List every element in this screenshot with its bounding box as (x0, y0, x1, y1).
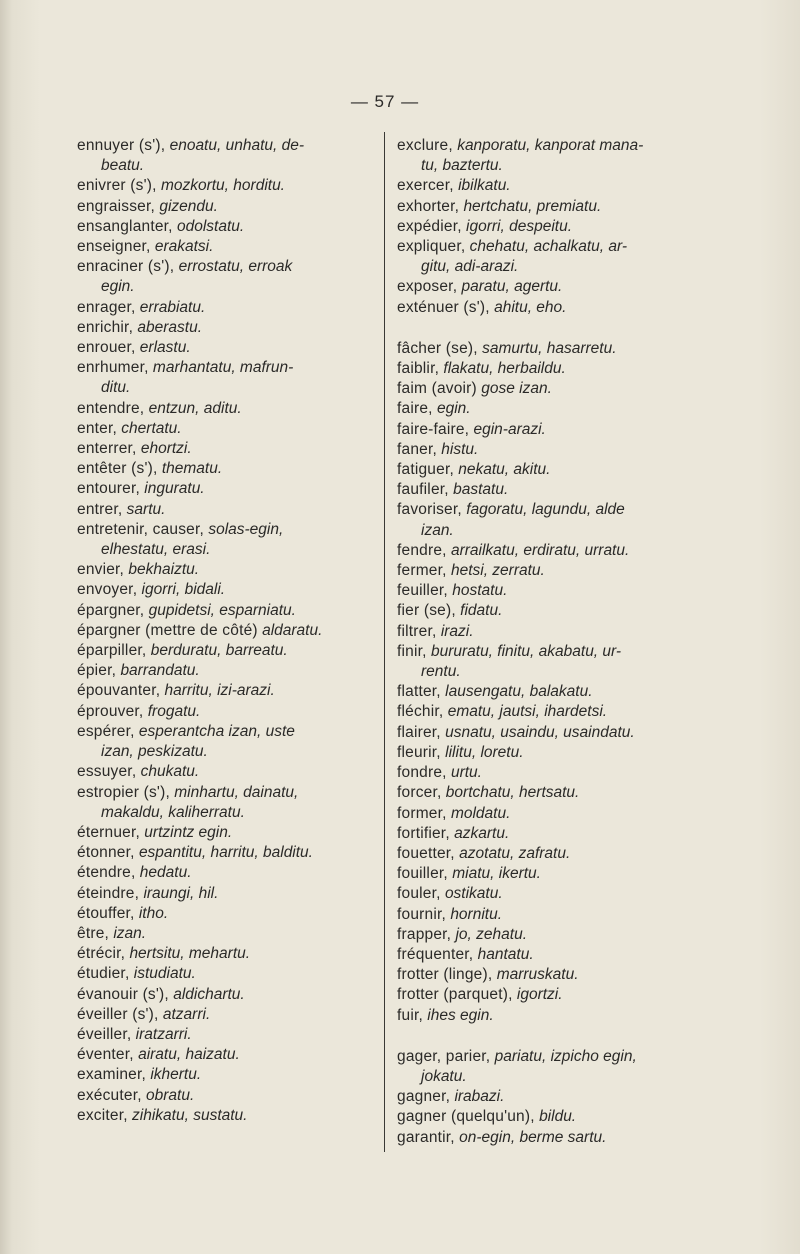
dictionary-entry (77, 1025, 373, 1045)
dictionary-entry (77, 1005, 373, 1025)
entry-headword: fouetter, (397, 844, 455, 862)
entry-translation: fidatu. (460, 602, 503, 620)
entry-translation: arrailkatu, erdiratu, urratu. (450, 541, 630, 559)
section-gap (397, 318, 707, 339)
entry-translation: ahitu, eho. (494, 298, 567, 316)
entry-headword: exercer, (397, 177, 454, 195)
entry-translation: igorri, bidali. (141, 581, 226, 599)
left-column (77, 136, 373, 1126)
entry-translation-continued: makaldu, kaliherratu. (101, 803, 245, 821)
entry-translation-continued: gitu, adi-arazi. (421, 258, 519, 276)
entry-translation: on-egin, berme sartu. (459, 1128, 607, 1146)
entry-translation-continued: izan. (421, 521, 454, 539)
entry-translation: hornitu. (450, 905, 503, 923)
dictionary-entry (77, 298, 373, 318)
entry-translation: hetsi, zerratu. (450, 562, 545, 580)
dictionary-entry (77, 1106, 373, 1126)
entry-headword: feuiller, (397, 582, 448, 600)
dictionary-entry (397, 541, 707, 561)
dictionary-entry (77, 641, 373, 661)
dictionary-entry (77, 358, 373, 398)
dictionary-entry (77, 217, 373, 237)
dictionary-entry (397, 561, 707, 581)
entry-translation: igortzi. (516, 986, 563, 1004)
entry-headword: faire, (397, 400, 433, 418)
entry-headword: entendre, (77, 399, 145, 417)
entry-translation: bekhaiztu. (128, 561, 200, 579)
dictionary-entry (77, 500, 373, 520)
entry-translation: gizendu. (159, 197, 218, 215)
entry-headword: éternuer, (77, 823, 140, 841)
dictionary-entry (397, 480, 707, 500)
entry-translation: lausengatu, balakatu. (445, 683, 593, 701)
entry-headword: fuir, (397, 1006, 423, 1024)
entry-headword: fier (se), (397, 602, 456, 620)
entry-headword: flatter, (397, 683, 441, 701)
entry-headword: éteindre, (77, 884, 140, 902)
dictionary-entry (77, 702, 373, 722)
dictionary-entry (77, 884, 373, 904)
entry-headword: enrichir, (77, 318, 134, 336)
entry-translation-continued: ditu. (101, 379, 131, 397)
entry-translation: kanporatu, kanporat mana- (457, 137, 644, 154)
dictionary-entry (397, 136, 707, 176)
dictionary-entry (77, 338, 373, 358)
entry-headword: favoriser, (397, 501, 462, 519)
entry-translation: moldatu. (450, 804, 511, 822)
entry-translation: frogatu. (147, 702, 201, 720)
entry-headword: entretenir, causer, (77, 520, 205, 538)
entry-headword: épouvanter, (77, 682, 161, 700)
entry-headword: étouffer, (77, 904, 135, 922)
entry-headword: épargner (mettre de côté) (77, 621, 258, 639)
entry-translation: errabiatu. (139, 298, 206, 316)
entry-headword: entourer, (77, 480, 140, 498)
entry-headword: étendre, (77, 864, 136, 882)
dictionary-entry (77, 439, 373, 459)
dictionary-entry (77, 1045, 373, 1065)
entry-translation: erakatsi. (154, 238, 214, 256)
entry-headword: faiblir, (397, 360, 440, 378)
entry-translation: azkartu. (454, 824, 510, 842)
dictionary-entry (77, 479, 373, 499)
entry-headword: entrer, (77, 500, 123, 518)
entry-translation: usnatu, usaindu, usaindatu. (445, 723, 635, 741)
entry-headword: exposer, (397, 278, 458, 296)
entry-headword: fendre, (397, 541, 447, 559)
entry-headword: former, (397, 804, 447, 822)
entry-translation: aldichartu. (173, 985, 245, 1003)
entry-headword: gagner (quelqu'un), (397, 1108, 535, 1126)
entry-translation: egin-arazi. (473, 420, 546, 438)
dictionary-entry (397, 500, 707, 540)
entry-translation: chertatu. (121, 419, 182, 437)
dictionary-entry (397, 1128, 707, 1148)
dictionary-entry (77, 985, 373, 1005)
dictionary-entry (397, 682, 707, 702)
entry-translation: barrandatu. (120, 662, 200, 680)
entry-translation: hedatu. (139, 864, 192, 882)
entry-headword: exténuer (s'), (397, 298, 490, 316)
dictionary-entry (77, 863, 373, 883)
dictionary-entry (77, 176, 373, 196)
entry-headword: ensanglanter, (77, 217, 173, 235)
dictionary-entry (397, 359, 707, 379)
dictionary-entry (77, 560, 373, 580)
dictionary-entry (397, 985, 707, 1005)
entry-headword: fléchir, (397, 703, 444, 721)
entry-translation-continued: beatu. (101, 157, 145, 175)
entry-translation-continued: rentu. (421, 663, 461, 681)
dictionary-entry (397, 844, 707, 864)
entry-translation: gose izan. (481, 380, 552, 398)
entry-headword: expliquer, (397, 238, 466, 256)
dictionary-entry (77, 621, 373, 641)
entry-headword: filtrer, (397, 622, 437, 640)
entry-headword: fleurir, (397, 743, 441, 761)
entry-headword: éveiller (s'), (77, 1005, 159, 1023)
dictionary-entry (397, 339, 707, 359)
entry-headword: exécuter, (77, 1086, 142, 1104)
entry-headword: exclure, (397, 137, 453, 154)
entry-translation: irabazi. (454, 1088, 505, 1106)
entry-translation: hertsitu, mehartu. (129, 945, 251, 963)
entry-headword: fondre, (397, 764, 447, 782)
entry-headword: gagner, (397, 1088, 451, 1106)
dictionary-entry (77, 722, 373, 762)
entry-translation: istudiatu. (133, 965, 196, 983)
entry-headword: éprouver, (77, 702, 144, 720)
entry-headword: éveiller, (77, 1025, 132, 1043)
entry-headword: étonner, (77, 844, 135, 862)
dictionary-entry (397, 884, 707, 904)
dictionary-entry (397, 763, 707, 783)
entry-headword: fouiller, (397, 865, 448, 883)
entry-translation: histu. (441, 440, 479, 458)
dictionary-entry (397, 217, 707, 237)
dictionary-entry (77, 601, 373, 621)
entry-headword: ennuyer (s'), (77, 137, 166, 154)
dictionary-entry (397, 702, 707, 722)
entry-translation: marhantatu, mafrun- (152, 359, 294, 377)
dictionary-entry (77, 964, 373, 984)
entry-translation: paratu, agertu. (461, 278, 563, 296)
dictionary-entry (77, 580, 373, 600)
entry-translation: azotatu, zafratu. (459, 844, 571, 862)
dictionary-entry (77, 944, 373, 964)
entry-headword: essuyer, (77, 763, 137, 781)
entry-translation: ostikatu. (444, 885, 503, 903)
entry-translation: ihes egin. (427, 1006, 494, 1024)
dictionary-entry (397, 1107, 707, 1127)
entry-headword: envoyer, (77, 581, 138, 599)
dictionary-entry (397, 945, 707, 965)
dictionary-entry (397, 581, 707, 601)
dictionary-entry (397, 743, 707, 763)
entry-translation: airatu, haizatu. (138, 1046, 240, 1064)
dictionary-entry (77, 419, 373, 439)
entry-translation: itho. (138, 904, 169, 922)
entry-translation: odolstatu. (177, 217, 245, 235)
dictionary-entry (397, 622, 707, 642)
dictionary-entry (397, 440, 707, 460)
dictionary-entry (77, 823, 373, 843)
entry-translation: egin. (436, 400, 471, 418)
dictionary-entry (397, 1006, 707, 1026)
dictionary-entry (77, 681, 373, 701)
entry-headword: frotter (linge), (397, 966, 493, 984)
entry-translation-continued: jokatu. (421, 1067, 467, 1085)
dictionary-entry (77, 197, 373, 217)
dictionary-entry (397, 804, 707, 824)
dictionary-entry (77, 318, 373, 338)
entry-translation: inguratu. (144, 480, 205, 498)
entry-headword: faner, (397, 440, 437, 458)
entry-headword: enter, (77, 419, 117, 437)
entry-translation: bortchatu, hertsatu. (445, 784, 580, 802)
entry-headword: étrécir, (77, 945, 126, 963)
entry-headword: épargner, (77, 601, 145, 619)
dictionary-entry (397, 601, 707, 621)
entry-headword: enraciner (s'), (77, 258, 175, 276)
entry-translation: hostatu. (452, 582, 508, 600)
entry-headword: enrhumer, (77, 359, 149, 377)
entry-headword: faufiler, (397, 481, 449, 499)
entry-translation: iratzarri. (135, 1025, 192, 1043)
dictionary-entry (77, 237, 373, 257)
right-column (397, 136, 707, 1148)
entry-headword: épier, (77, 662, 117, 680)
entry-headword: éventer, (77, 1046, 134, 1064)
entry-headword: frotter (parquet), (397, 986, 513, 1004)
dictionary-entry (397, 399, 707, 419)
entry-headword: finir, (397, 642, 427, 660)
entry-translation: pariatu, izpicho egin, (494, 1047, 637, 1065)
entry-translation: sartu. (126, 500, 166, 518)
entry-translation: irazi. (440, 622, 474, 640)
dictionary-entry (397, 965, 707, 985)
entry-translation: thematu. (161, 460, 223, 478)
entry-translation: urtzintz egin. (144, 823, 233, 841)
dictionary-entry (77, 136, 373, 176)
entry-translation: errostatu, erroak (178, 258, 293, 276)
entry-translation: erlastu. (139, 339, 191, 357)
entry-headword: fouler, (397, 885, 441, 903)
entry-headword: examiner, (77, 1066, 146, 1084)
entry-headword: fortifier, (397, 824, 450, 842)
entry-translation: espantitu, harritu, balditu. (138, 844, 313, 862)
entry-translation: aberastu. (137, 318, 203, 336)
entry-headword: engraisser, (77, 197, 156, 215)
entry-headword: enrouer, (77, 339, 136, 357)
entry-headword: étudier, (77, 965, 130, 983)
dictionary-entry (77, 520, 373, 560)
entry-headword: expédier, (397, 217, 462, 235)
entry-translation: ematu, jautsi, ihardetsi. (447, 703, 608, 721)
dictionary-entry (397, 298, 707, 318)
entry-translation: flakatu, herbaildu. (443, 360, 566, 378)
entry-headword: envier, (77, 561, 125, 579)
entry-translation: igorri, despeitu. (466, 217, 573, 235)
dictionary-entry (77, 924, 373, 944)
entry-headword: fermer, (397, 562, 447, 580)
dictionary-entry (397, 925, 707, 945)
entry-headword: fatiguer, (397, 461, 454, 479)
entry-headword: fâcher (se), (397, 339, 478, 357)
column-divider (384, 132, 385, 1152)
dictionary-entry (77, 843, 373, 863)
entry-translation: nekatu, akitu. (458, 461, 551, 479)
entry-headword: fréquenter, (397, 945, 474, 963)
entry-translation: zihikatu, sustatu. (132, 1106, 248, 1124)
dictionary-entry (397, 905, 707, 925)
dictionary-entry (397, 420, 707, 440)
entry-headword: forcer, (397, 784, 442, 802)
dictionary-entry (397, 783, 707, 803)
entry-headword: faim (avoir) (397, 380, 477, 398)
entry-translation: bururatu, finitu, akabatu, ur- (430, 642, 622, 660)
entry-headword: flairer, (397, 723, 441, 741)
entry-headword: enivrer (s'), (77, 177, 157, 195)
entry-translation-continued: elhestatu, erasi. (101, 541, 211, 559)
entry-headword: enterrer, (77, 440, 137, 458)
dictionary-entry (397, 237, 707, 277)
entry-translation-continued: egin. (101, 278, 135, 296)
entry-headword: gager, parier, (397, 1047, 491, 1065)
entry-translation: mozkortu, horditu. (160, 177, 285, 195)
dictionary-entry (77, 762, 373, 782)
entry-headword: éparpiller, (77, 642, 147, 660)
entry-translation: bildu. (539, 1108, 577, 1126)
entry-translation: ehortzi. (140, 440, 192, 458)
entry-translation: enoatu, unhatu, de- (169, 137, 305, 154)
dictionary-entry (77, 399, 373, 419)
entry-translation: gupidetsi, esparniatu. (148, 601, 296, 619)
entry-headword: exhorter, (397, 197, 460, 215)
entry-translation: ibilkatu. (458, 177, 511, 195)
dictionary-entry (397, 277, 707, 297)
dictionary-entry (397, 864, 707, 884)
dictionary-entry (397, 1047, 707, 1087)
entry-translation: chehatu, achalkatu, ar- (469, 238, 628, 256)
dictionary-entry (397, 1087, 707, 1107)
entry-translation: miatu, ikertu. (452, 865, 541, 883)
dictionary-entry (77, 661, 373, 681)
entry-translation: bastatu. (453, 481, 509, 499)
dictionary-entry (397, 723, 707, 743)
entry-headword: espérer, (77, 722, 135, 740)
section-gap (397, 1026, 707, 1047)
entry-headword: être, (77, 924, 110, 942)
dictionary-entry (397, 642, 707, 682)
dictionary-entry (397, 379, 707, 399)
entry-translation: harritu, izi-arazi. (164, 682, 275, 700)
entry-translation-continued: izan, peskizatu. (101, 743, 208, 761)
entry-translation: esperantcha izan, uste (138, 722, 295, 740)
entry-translation: minhartu, dainatu, (174, 783, 299, 801)
entry-headword: entêter (s'), (77, 460, 158, 478)
dictionary-entry (397, 460, 707, 480)
entry-translation: iraungi, hil. (143, 884, 219, 902)
entry-translation-continued: tu, baztertu. (421, 157, 503, 175)
page-number: — 57 — (350, 92, 420, 111)
dictionary-entry (77, 1065, 373, 1085)
entry-headword: enseigner, (77, 238, 151, 256)
entry-translation: urtu. (450, 764, 482, 782)
entry-translation: fagoratu, lagundu, alde (466, 501, 625, 519)
entry-translation: berduratu, barreatu. (150, 642, 288, 660)
entry-translation: entzun, aditu. (148, 399, 242, 417)
entry-translation: obratu. (146, 1086, 195, 1104)
dictionary-entry (77, 783, 373, 823)
entry-translation: chukatu. (140, 763, 200, 781)
dictionary-entry (77, 257, 373, 297)
dictionary-entry (397, 824, 707, 844)
entry-translation: hantatu. (477, 945, 534, 963)
entry-translation: hertchatu, premiatu. (463, 197, 602, 215)
entry-headword: évanouir (s'), (77, 985, 169, 1003)
entry-headword: fournir, (397, 905, 446, 923)
entry-translation: atzarri. (162, 1005, 211, 1023)
entry-headword: estropier (s'), (77, 783, 170, 801)
entry-headword: exciter, (77, 1106, 128, 1124)
entry-headword: garantir, (397, 1128, 455, 1146)
entry-translation: marruskatu. (496, 966, 579, 984)
entry-headword: faire-faire, (397, 420, 470, 438)
entry-translation: lilitu, loretu. (445, 743, 524, 761)
dictionary-entry (397, 197, 707, 217)
entry-translation: samurtu, hasarretu. (482, 339, 617, 357)
entry-translation: ikhertu. (150, 1066, 202, 1084)
entry-translation: jo, zehatu. (455, 925, 528, 943)
entry-translation: solas-egin, (208, 520, 284, 538)
entry-translation: aldaratu. (262, 621, 323, 639)
dictionary-entry (77, 904, 373, 924)
entry-headword: enrager, (77, 298, 136, 316)
dictionary-entry (77, 459, 373, 479)
dictionary-entry (77, 1086, 373, 1106)
entry-translation: izan. (113, 924, 147, 942)
entry-headword: frapper, (397, 925, 452, 943)
dictionary-entry (397, 176, 707, 196)
